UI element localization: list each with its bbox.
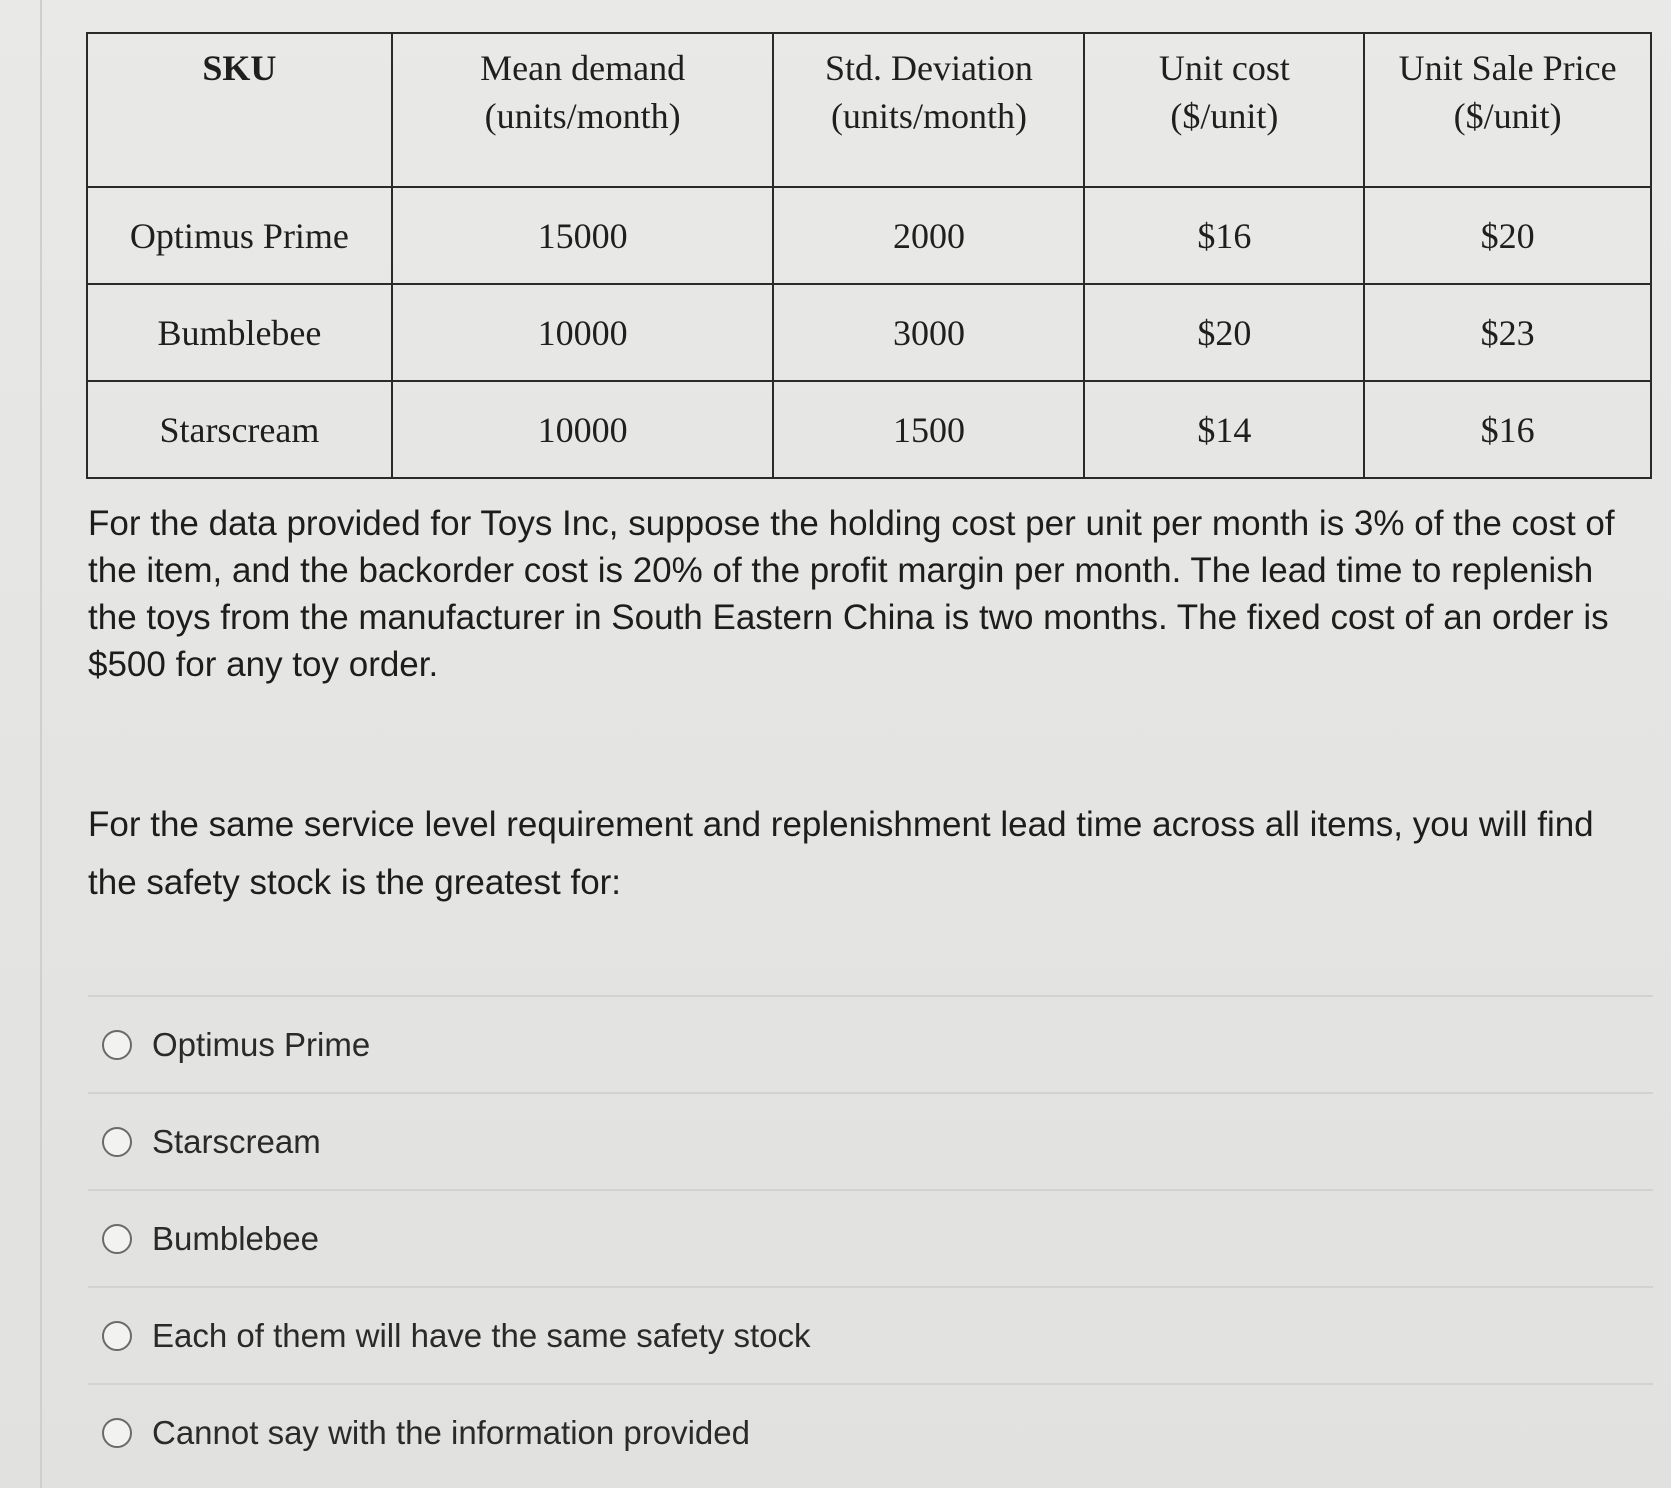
cell-unit-sale-price: $20 xyxy=(1364,187,1651,284)
cell-std-deviation: 3000 xyxy=(773,284,1084,381)
table-row xyxy=(87,187,1651,284)
cell-unit-cost: $16 xyxy=(1084,187,1364,284)
header-mean-demand xyxy=(392,33,774,187)
option-same-safety-stock[interactable] xyxy=(88,1288,1653,1383)
cell-unit-sale-price: $16 xyxy=(1364,381,1651,478)
cell-sku: Optimus Prime xyxy=(87,187,392,284)
radio-button-icon[interactable] xyxy=(102,1030,132,1060)
header-std-deviation-line2: (units/month) xyxy=(830,96,1027,136)
header-mean-demand-line1: Mean demand xyxy=(480,48,686,88)
option-label: Starscream xyxy=(152,1122,321,1160)
cell-std-deviation: 1500 xyxy=(773,381,1084,478)
question-context: For the data provided for Toys Inc, suppose the holding cost per unit per month is 3% of the cost of the item, and the backorder cost is 20% of the profit margin per month. The lead time to replenish the toys from the manufacturer in South Eastern China is two months. The fixed cost of an order is $500 for any toy order. xyxy=(88,504,1615,684)
option-bumblebee[interactable] xyxy=(88,1191,1653,1286)
option-label: Each of them will have the same safety stock xyxy=(152,1316,811,1354)
sku-data-table xyxy=(86,32,1652,479)
cell-unit-sale-price: $23 xyxy=(1364,284,1651,381)
header-sku-label: SKU xyxy=(202,48,277,88)
question-prompt: For the same service level requirement and replenishment lead time across all items, you will find the safety stock is the greatest for: xyxy=(88,805,1594,902)
radio-button-icon[interactable] xyxy=(102,1127,132,1157)
option-cannot-say[interactable] xyxy=(88,1385,1653,1480)
answer-options xyxy=(88,995,1653,1480)
radio-button-icon[interactable] xyxy=(102,1418,132,1448)
table-row xyxy=(87,381,1651,478)
header-unit-cost xyxy=(1084,33,1364,187)
cell-mean-demand: 10000 xyxy=(392,284,774,381)
option-label: Optimus Prime xyxy=(152,1025,371,1063)
radio-button-icon[interactable] xyxy=(102,1321,132,1351)
header-unit-cost-line1: Unit cost xyxy=(1158,48,1290,88)
header-unit-cost-line2: ($/unit) xyxy=(1170,96,1279,136)
cell-std-deviation: 2000 xyxy=(773,187,1084,284)
radio-button-icon[interactable] xyxy=(102,1224,132,1254)
header-unit-sale-price-line2: ($/unit) xyxy=(1453,96,1562,136)
cell-sku: Starscream xyxy=(87,381,392,478)
header-sku xyxy=(87,33,392,187)
header-mean-demand-line2: (units/month) xyxy=(484,96,681,136)
cell-unit-cost: $14 xyxy=(1084,381,1364,478)
header-unit-sale-price-line1: Unit Sale Price xyxy=(1398,48,1617,88)
table-row xyxy=(87,284,1651,381)
left-edge-divider xyxy=(40,0,42,1488)
option-optimus-prime[interactable] xyxy=(88,997,1653,1092)
option-label: Cannot say with the information provided xyxy=(152,1413,750,1451)
cell-sku: Bumblebee xyxy=(87,284,392,381)
header-std-deviation-line1: Std. Deviation xyxy=(824,48,1033,88)
cell-unit-cost: $20 xyxy=(1084,284,1364,381)
cell-mean-demand: 10000 xyxy=(392,381,774,478)
option-label: Bumblebee xyxy=(152,1219,319,1257)
header-unit-sale-price xyxy=(1364,33,1651,187)
table-header-row xyxy=(87,33,1651,187)
header-std-deviation xyxy=(773,33,1084,187)
cell-mean-demand: 15000 xyxy=(392,187,774,284)
option-starscream[interactable] xyxy=(88,1094,1653,1189)
